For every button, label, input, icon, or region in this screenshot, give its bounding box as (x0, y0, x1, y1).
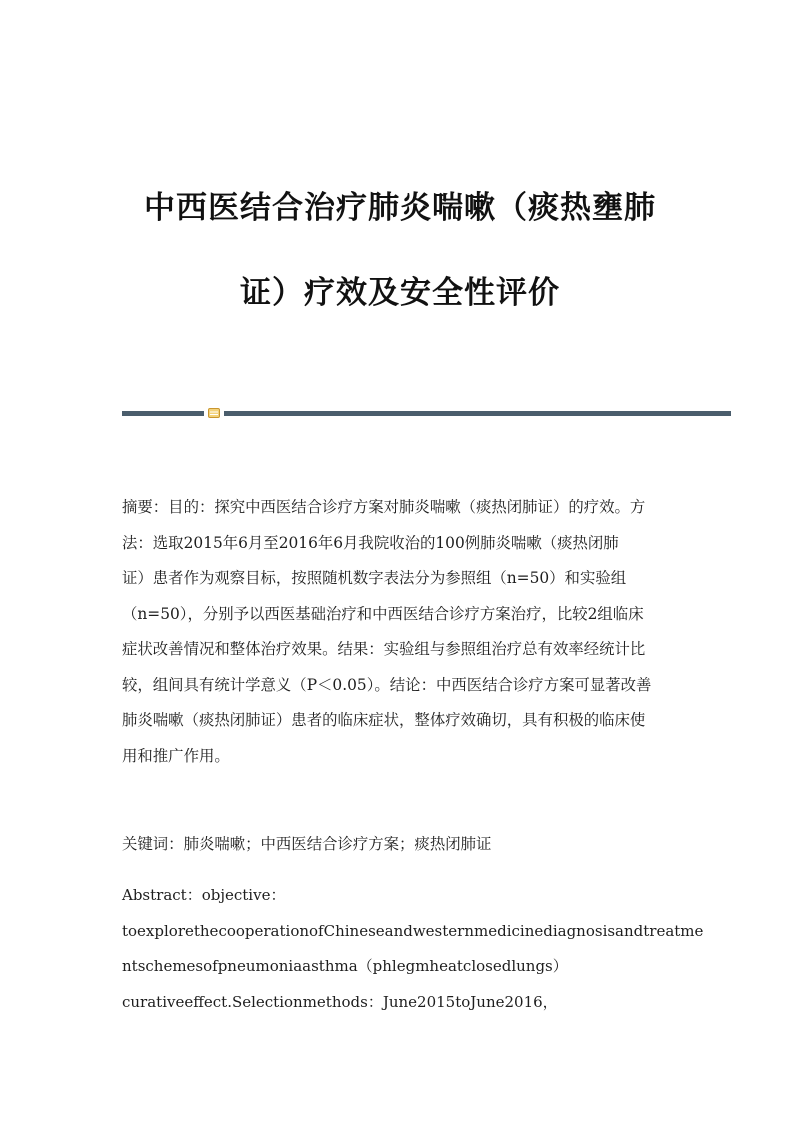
abstract-en-line: curativeeffect.Selectionmethods：June2015toJune2016， (122, 992, 558, 1011)
title-divider (122, 408, 731, 418)
divider-ornament-icon (208, 408, 220, 418)
abstract-en-line: ntschemesofpneumoniaasthma（phlegmheatclosedlungs） (122, 957, 568, 975)
abstract-chinese (122, 490, 692, 774)
keywords-line: 关键词：肺炎喘嗽；中西医结合诊疗方案；痰热闭肺证 (122, 835, 492, 853)
paper-title-line-1: 中西医结合治疗肺炎喘嗽（痰热壅肺 (144, 190, 656, 226)
abstract-cn-line: 肺炎喘嗽（痰热闭肺证）患者的临床症状，整体疗效确切，具有积极的临床使 (122, 711, 646, 729)
abstract-cn-line: 证）患者作为观察目标，按照随机数字表法分为参照组（n=50）和实验组 (122, 569, 627, 587)
divider-bar-left (122, 411, 204, 416)
abstract-cn-line: 法：选取2015年6月至2016年6月我院收治的100例肺炎喘嗽（痰热闭肺 (122, 533, 619, 552)
abstract-en-line: Abstract：objective： (122, 886, 286, 904)
abstract-cn-line: 较，组间具有统计学意义（P＜0.05）。结论：中西医结合诊疗方案可显著改善 (122, 675, 652, 694)
divider-bar-right (224, 411, 731, 416)
abstract-cn-line: （n=50），分别予以西医基础治疗和中西医结合诊疗方案治疗，比较2组临床 (122, 604, 644, 623)
abstract-en-line: toexplorethecooperationofChineseandwesternmedicinediagnosisandtreatme (122, 921, 704, 940)
abstract-cn-line: 症状改善情况和整体治疗效果。结果：实验组与参照组治疗总有效率经统计比 (122, 640, 646, 658)
abstract-cn-line: 摘要：目的：探究中西医结合诊疗方案对肺炎喘嗽（痰热闭肺证）的疗效。方 (122, 498, 646, 516)
abstract-cn-line: 用和推广作用。 (122, 746, 230, 765)
paper-title-line-2: 证）疗效及安全性评价 (240, 275, 560, 311)
keywords (122, 827, 692, 863)
abstract-english (122, 878, 704, 1020)
